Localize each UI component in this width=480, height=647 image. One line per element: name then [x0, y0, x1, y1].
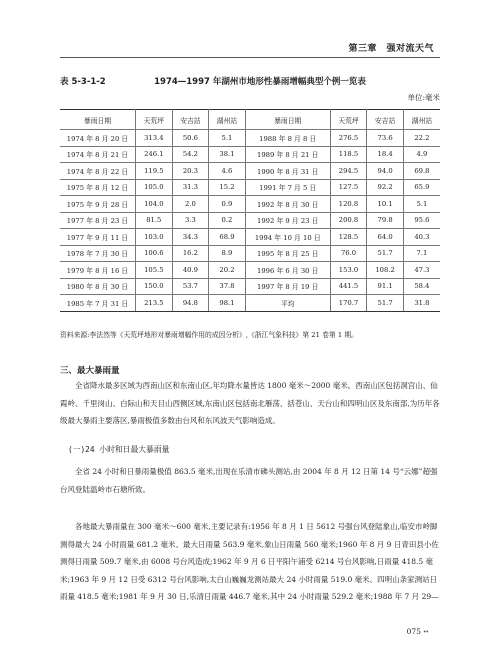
page-number: 075 •• [406, 627, 428, 636]
table-cell: 127.5 [330, 179, 367, 196]
table-cell: 4.9 [403, 146, 440, 163]
table-cell: 105.5 [136, 262, 173, 279]
table-cell: 53.7 [172, 278, 209, 295]
table-cell: 54.2 [172, 146, 209, 163]
table-cell: 69.8 [403, 163, 440, 180]
table-cell: 150.0 [136, 278, 173, 295]
table-header-cell: 天荒坪 [136, 110, 173, 130]
table-cell: 51.7 [367, 245, 404, 262]
table-cell: 34.3 [172, 229, 209, 246]
paragraph-1: 全省 24 小时和日暴雨量极值 863.5 毫米,出现在乐清市砩头测站,由 2004 年 8 月 12 日第 14 号“云娜”超强台风登陆温岭市石塘所致。 [60, 467, 438, 494]
table-cell: 104.0 [136, 196, 173, 213]
table-cell: 313.4 [136, 130, 173, 147]
table-cell: 120.8 [330, 196, 367, 213]
table-header-cell: 安吉站 [367, 110, 404, 130]
table-cell: 0.2 [209, 212, 246, 229]
table-row [60, 278, 440, 295]
table-cell: 1997 年 8 月 19 日 [245, 278, 330, 295]
table-cell: 246.1 [136, 146, 173, 163]
table-cell: 1996 年 6 月 30 日 [245, 262, 330, 279]
table-cell: 213.5 [136, 295, 173, 312]
table-cell: 76.0 [330, 245, 367, 262]
table-cell: 38.1 [209, 146, 246, 163]
table-row [60, 262, 440, 279]
table-cell: 1975 年 9 月 28 日 [60, 196, 136, 213]
table-cell: 51.7 [367, 295, 404, 312]
table-cell: 40.3 [403, 229, 440, 246]
table-cell: 64.0 [367, 229, 404, 246]
table-cell: 5.1 [209, 130, 246, 147]
table-cell: 31.3 [172, 179, 209, 196]
table-row [60, 146, 440, 163]
table-header-cell: 天荒坪 [330, 110, 367, 130]
table-cell: 98.1 [209, 295, 246, 312]
table-cell: 平均 [245, 295, 330, 312]
table-cell: 65.9 [403, 179, 440, 196]
table-cell: 15.2 [209, 179, 246, 196]
table-cell: 81.5 [136, 212, 173, 229]
table-cell: 95.6 [403, 212, 440, 229]
table-cell: 40.9 [172, 262, 209, 279]
table-cell: 276.5 [330, 130, 367, 147]
table-cell: 16.2 [172, 245, 209, 262]
table-cell: 68.9 [209, 229, 246, 246]
table-cell: 1974 年 8 月 20 日 [60, 130, 136, 147]
table-unit: 单位:毫米 [407, 93, 440, 102]
table-cell: 128.5 [330, 229, 367, 246]
table-cell: 1994 年 10 月 10 日 [245, 229, 330, 246]
table-row [60, 163, 440, 180]
table-cell: 94.8 [172, 295, 209, 312]
table-cell: 100.6 [136, 245, 173, 262]
table-cell: 20.2 [209, 262, 246, 279]
table-cell: 105.0 [136, 179, 173, 196]
table-number: 表 5-3-1-2 [60, 77, 106, 87]
table-cell: 1990 年 8 月 31 日 [245, 163, 330, 180]
table-cell: 103.0 [136, 229, 173, 246]
table-cell: 1975 年 8 月 12 日 [60, 179, 136, 196]
table-cell: 22.2 [403, 130, 440, 147]
table-cell: 1974 年 8 月 21 日 [60, 146, 136, 163]
table-cell: 1978 年 7 月 30 日 [60, 245, 136, 262]
table-cell: 94.0 [367, 163, 404, 180]
table-cell: 91.1 [367, 278, 404, 295]
table-cell: 18.4 [367, 146, 404, 163]
table-cell: 1989 年 8 月 21 日 [245, 146, 330, 163]
table-header-row [60, 110, 440, 130]
table-cell: 3.3 [172, 212, 209, 229]
table-cell: 200.8 [330, 212, 367, 229]
table-row [60, 130, 440, 147]
table-source-note: 资料来源:李法然等《天荒坪地形对暴雨增幅作用的成因分析》,《浙江气象科技》第 21 卷第 1 期。 [60, 331, 358, 339]
table-cell: 1995 年 8 月 25 日 [245, 245, 330, 262]
table-cell: 153.0 [330, 262, 367, 279]
table-row [60, 179, 440, 196]
table-row [60, 295, 440, 312]
table-cell: 31.8 [403, 295, 440, 312]
table-cell: 1991 年 7 月 5 日 [245, 179, 330, 196]
table-header-cell: 安吉站 [172, 110, 209, 130]
table-cell: 119.5 [136, 163, 173, 180]
table-cell: 50.6 [172, 130, 209, 147]
table-header-cell: 湖州站 [403, 110, 440, 130]
table-cell: 1974 年 8 月 22 日 [60, 163, 136, 180]
subsection-heading: (一)24 小时和日最大暴雨量 [68, 445, 170, 454]
table-cell: 37.8 [209, 278, 246, 295]
table-title: 1974—1997 年湖州市地形性暴雨增幅典型个例一览表 [154, 77, 366, 87]
table-row [60, 212, 440, 229]
table-cell: 1977 年 8 月 23 日 [60, 212, 136, 229]
running-head: 第三章 强对流天气 [348, 44, 434, 54]
table-cell: 47.3 [403, 262, 440, 279]
table-cell: 1980 年 8 月 30 日 [60, 278, 136, 295]
table-header-cell: 暴雨日期 [60, 110, 136, 130]
section-heading: 三、最大暴雨量 [60, 366, 120, 376]
table-header-cell: 暴雨日期 [245, 110, 330, 130]
table-cell: 73.6 [367, 130, 404, 147]
table-cell: 1992 年 9 月 23 日 [245, 212, 330, 229]
table-cell: 1979 年 8 月 16 日 [60, 262, 136, 279]
table-header-cell: 湖州站 [209, 110, 246, 130]
table-caption [60, 75, 440, 87]
table-cell: 4.6 [209, 163, 246, 180]
table-cell: 10.1 [367, 196, 404, 213]
table-cell: 1977 年 9 月 11 日 [60, 229, 136, 246]
header-rule [60, 57, 440, 58]
table-cell: 0.9 [209, 196, 246, 213]
table-cell: 58.4 [403, 278, 440, 295]
table-cell: 2.0 [172, 196, 209, 213]
table-cell: 441.5 [330, 278, 367, 295]
table-cell: 79.8 [367, 212, 404, 229]
table-cell: 294.5 [330, 163, 367, 180]
table-cell: 5.1 [403, 196, 440, 213]
table-row [60, 196, 440, 213]
table-cell: 20.3 [172, 163, 209, 180]
table-cell: 1988 年 8 月 8 日 [245, 130, 330, 147]
rainstorm-table [60, 109, 440, 312]
folio-dots: •• [422, 629, 428, 636]
intro-paragraph: 全省降水最多区域为西南山区和东南山区,年均降水量皆达 1800 毫米～2000 毫米。西南山区包括洞宫山、仙霞岭、千里岗山、白际山和天目山西侧区域,东南山区包括南北雁荡、括苍山、天台山和四明山区及东南部,为历年各级最大暴雨主要落区,暴雨极值多数由台风和东风波天气影响造成。 [60, 381, 440, 426]
paragraph-2: 各地最大暴雨量在 300 毫米～600 毫米,主要记录有:1956 年 8 月 1 日 5612 号强台风登陆象山,临安市岭脚测得最大 24 小时雨量 681.2 毫米、最大日雨量 563.9 毫米,象山日雨量 560 毫米;1960 年 8 月 9 日青田县小佐测得日雨量 509.7 毫米,由 6008 号台风造成;1962 年 9 月 6 日平阳午浦受 6214 号台风影响,日雨量 418.5 毫米;1963 年 9 月 12 日受 6312 号台风影响,太白山巍巍龙测站最大 24 小时雨量 519.0 毫米、四明山条家测站日雨量 418.5 毫米;1981 年 9 月 30 日,乐清日雨量 446.7 毫米,其中 24 小时雨量 529.2 毫米;1988 年 7 月 29— [60, 522, 439, 602]
table-cell: 1985 年 7 月 31 日 [60, 295, 136, 312]
table-cell: 8.9 [209, 245, 246, 262]
table-cell: 118.5 [330, 146, 367, 163]
table-cell: 7.1 [403, 245, 440, 262]
table-cell: 170.7 [330, 295, 367, 312]
table-cell: 1992 年 8 月 30 日 [245, 196, 330, 213]
table-row [60, 229, 440, 246]
table-cell: 108.2 [367, 262, 404, 279]
table-row [60, 245, 440, 262]
table-cell: 92.2 [367, 179, 404, 196]
